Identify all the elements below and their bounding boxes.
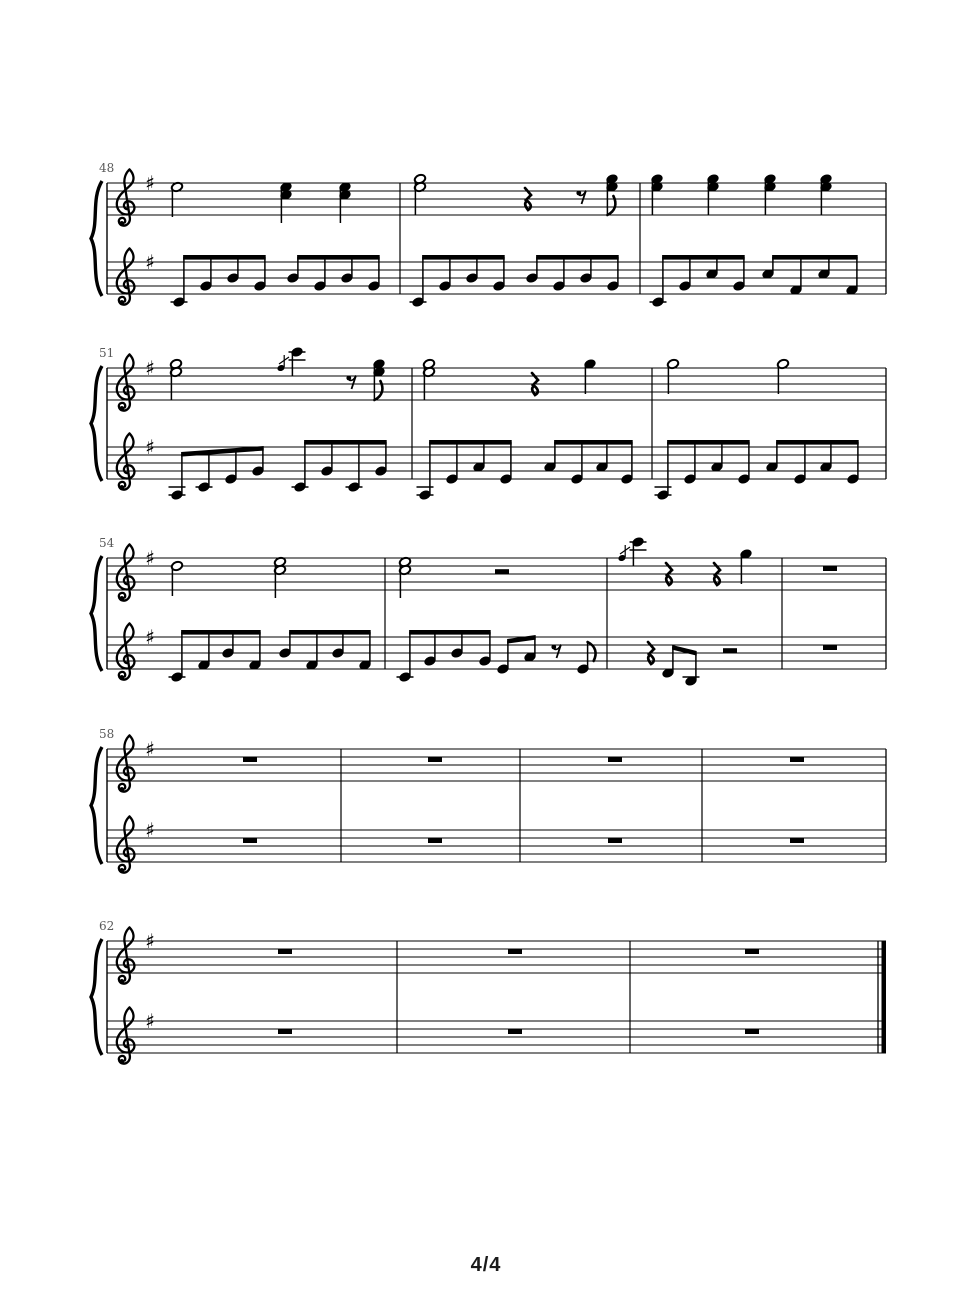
grand-staff-brace (91, 366, 102, 481)
whole-rest (508, 1029, 522, 1034)
whole-rest (243, 838, 257, 843)
grand-staff-brace (91, 181, 102, 296)
whole-rest (745, 949, 759, 954)
key-signature-sharp: ♯ (145, 1009, 155, 1033)
page-number: 4/4 (470, 1254, 502, 1276)
measure-number: 48 (99, 161, 115, 175)
whole-rest (823, 566, 837, 571)
measure-number: 54 (99, 536, 115, 550)
key-signature-sharp: ♯ (145, 435, 155, 459)
key-signature-sharp: ♯ (145, 625, 155, 649)
system-m62 (91, 919, 886, 1064)
system-m58 (91, 727, 886, 873)
whole-rest (428, 838, 442, 843)
whole-rest (790, 757, 804, 762)
whole-rest (790, 838, 804, 843)
system-m51 (91, 346, 886, 501)
whole-rest (823, 645, 837, 650)
key-signature-sharp: ♯ (145, 737, 155, 761)
measure-number: 51 (99, 346, 115, 360)
measure-number: 58 (99, 727, 115, 741)
measure-number: 62 (99, 919, 115, 933)
key-signature-sharp: ♯ (145, 356, 155, 380)
whole-rest (608, 757, 622, 762)
half-rest (495, 569, 509, 574)
whole-rest (608, 838, 622, 843)
key-signature-sharp: ♯ (145, 546, 155, 570)
whole-rest (508, 949, 522, 954)
whole-rest (243, 757, 257, 762)
key-signature-sharp: ♯ (145, 250, 155, 274)
key-signature-sharp: ♯ (145, 818, 155, 842)
whole-rest (278, 1029, 292, 1034)
grand-staff-brace (91, 939, 102, 1055)
whole-rest (745, 1029, 759, 1034)
key-signature-sharp: ♯ (145, 171, 155, 195)
whole-rest (278, 949, 292, 954)
final-barline (882, 941, 887, 1053)
system-m48 (91, 161, 886, 308)
grand-staff-brace (91, 556, 102, 671)
system-m54 (91, 536, 886, 687)
whole-rest (428, 757, 442, 762)
grand-staff-brace (91, 747, 102, 864)
key-signature-sharp: ♯ (145, 929, 155, 953)
half-rest (723, 648, 737, 653)
